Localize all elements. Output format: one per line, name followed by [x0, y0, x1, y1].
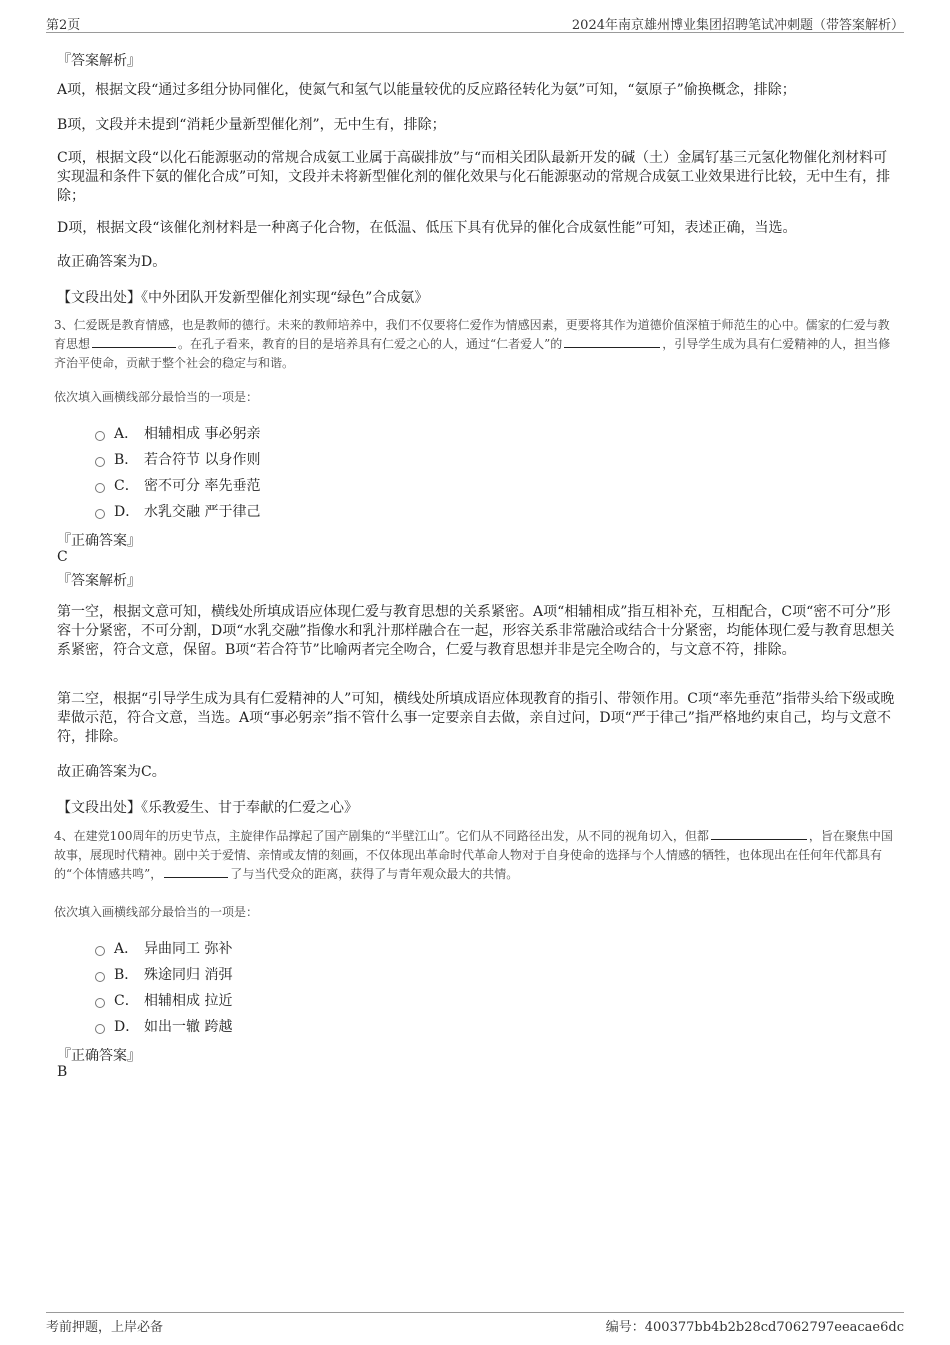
q4-stem: [54, 827, 896, 884]
q4-option-d[interactable]: [95, 1016, 232, 1036]
q3-correct-label: 『正确答案』: [57, 533, 141, 549]
q2-analysis-d: D项，根据文段“该催化剂材料是一种离子化合物，在低温、低压下具有优异的催化合成氨性能”可知，表述正确，当选。: [57, 220, 797, 236]
option-key: C．: [114, 478, 139, 494]
q3-analysis-1: 第一空，根据文意可知，横线处所填成语应体现仁爱与教育思想的关系紧密。A项“相辅相成”指互相补充，互相配合，C项“密不可分”形容十分紧密，不可分割，D项“水乳交融”指像水和乳汁那样融合在一起，形容关系非常融洽或结合十分紧密，均能体现仁爱与教育思想关系紧密，符合文意，保留。B项“若合符节”比喻两者完全吻合，仁爱与教育思想并非是完全吻合的，与文意不符，排除。: [57, 604, 895, 658]
option-text: 相辅相成 拉近: [144, 993, 233, 1009]
q4-stem-part1: 4、在建党100周年的历史节点，主旋律作品撑起了国产剧集的“半壁江山”。它们从不同路径出发，从不同的视角切入，但都: [54, 829, 709, 843]
q3-stem-part2: 。在孔子看来，教育的目的是培养具有仁爱之心的人，通过“仁者爱人”的: [178, 337, 563, 351]
document-id: 编号：400377bb4b2b28cd7062797eeacae6dc: [605, 1320, 904, 1335]
radio-icon[interactable]: [95, 1024, 105, 1034]
q3-source: 【文段出处】《乐教爱生、甘于奉献的仁爱之心》: [57, 800, 358, 816]
q3-stem-part1: 3、仁爱既是教育情感，也是教师的德行。未来的教师培养中，我们不仅要将仁爱作为情感因素，更要将其作为道德价值深植于师范生的心中。儒家的仁爱与教育思想: [54, 318, 890, 351]
q2-analysis-c: C项，根据文段“以化石能源驱动的常规合成氨工业属于高碳排放”与“而相关团队最新开发的碱（土）金属钌基三元氢化物催化剂材料可实现温和条件下氨的催化合成”可知，文段并未将新型催化剂的催化效果与化石能源驱动的常规合成氨工业效果进行比较，无中生有，排除；: [57, 150, 891, 204]
q4-option-a[interactable]: [95, 938, 232, 958]
radio-icon[interactable]: [95, 431, 105, 441]
q3-blank-1: [92, 335, 176, 348]
page-header: [46, 14, 904, 33]
radio-icon[interactable]: [95, 998, 105, 1008]
q3-stem-part3: ，引导学生成为具有仁爱精神的人，担当修齐治平使命，贡献于整个社会的稳定与和谐。: [54, 337, 891, 370]
q4-prompt: 依次填入画横线部分最恰当的一项是：: [54, 905, 259, 919]
q3-conclusion: 故正确答案为C。: [57, 764, 166, 780]
q2-source: 【文段出处】《中外团队开发新型催化剂实现“绿色”合成氨》: [57, 290, 429, 306]
q3-correct-answer: C: [57, 549, 68, 565]
option-text: 若合符节 以身作则: [144, 452, 261, 468]
radio-icon[interactable]: [95, 509, 105, 519]
q4-blank-1: [711, 827, 807, 840]
q4-option-c[interactable]: [95, 990, 232, 1010]
option-text: 如出一辙 跨越: [144, 1019, 233, 1035]
option-key: B．: [114, 452, 139, 468]
q2-analysis-label: 『答案解析』: [57, 53, 141, 69]
q4-correct-label: 『正确答案』: [57, 1048, 141, 1064]
option-text: 异曲同工 弥补: [144, 941, 233, 957]
q3-option-b[interactable]: [95, 449, 260, 469]
q3-prompt: 依次填入画横线部分最恰当的一项是：: [54, 390, 259, 404]
q3-analysis-label: 『答案解析』: [57, 573, 141, 589]
option-text: 密不可分 率先垂范: [144, 478, 261, 494]
option-key: C．: [114, 993, 139, 1009]
q3-blank-2: [564, 335, 660, 348]
document-title: 2024年南京雄州博业集团招聘笔试冲刺题（带答案解析）: [571, 18, 904, 33]
q3-option-d[interactable]: [95, 501, 260, 521]
option-key: B．: [114, 967, 139, 983]
option-key: A．: [114, 941, 139, 957]
q4-blank-2: [164, 865, 228, 878]
q3-stem: [54, 316, 896, 373]
option-key: D．: [114, 1019, 140, 1035]
q4-option-b[interactable]: [95, 964, 232, 984]
q3-analysis-2: 第二空，根据“引导学生成为具有仁爱精神的人”可知，横线处所填成语应体现教育的指引、带领作用。C项“率先垂范”指带头给下级或晚辈做示范，符合文意，当选。A项“事必躬亲”指不管什么事一定要亲自去做，亲自过问，D项“严于律己”指严格地约束自己，均与文意不符，排除。: [57, 691, 895, 745]
footer-slogan: 考前押题，上岸必备: [46, 1320, 164, 1335]
radio-icon[interactable]: [95, 483, 105, 493]
radio-icon[interactable]: [95, 946, 105, 956]
page-footer: [46, 1312, 904, 1333]
q3-option-c[interactable]: [95, 475, 260, 495]
page-number: 第2页: [46, 18, 81, 33]
option-key: D．: [114, 504, 140, 520]
q2-analysis-b: B项，文段并未提到“消耗少量新型催化剂”，无中生有，排除；: [57, 117, 446, 133]
q3-option-a[interactable]: [95, 423, 260, 443]
option-text: 水乳交融 严于律己: [144, 504, 261, 520]
radio-icon[interactable]: [95, 972, 105, 982]
q2-conclusion: 故正确答案为D。: [57, 254, 167, 270]
radio-icon[interactable]: [95, 457, 105, 467]
q4-correct-answer: B: [57, 1064, 68, 1080]
option-text: 相辅相成 事必躬亲: [144, 426, 261, 442]
option-text: 殊途同归 消弭: [144, 967, 233, 983]
q2-analysis-a: A项，根据文段“通过多组分协同催化，使氮气和氢气以能量较优的反应路径转化为氨”可知，“氨原子”偷换概念，排除；: [57, 82, 796, 98]
q4-stem-part2: ，旨在聚焦中国故事，展现时代精神。剧中关于爱情、亲情或友情的刻画，不仅体现出革命时代革命人物对于自身使命的选择与个人情感的牺牲，也体现出在任何年代都具有的“个体情感共鸣”，: [54, 829, 893, 881]
option-key: A．: [114, 426, 139, 442]
q4-stem-part3: 了与当代受众的距离，获得了与青年观众最大的共情。: [230, 867, 519, 881]
